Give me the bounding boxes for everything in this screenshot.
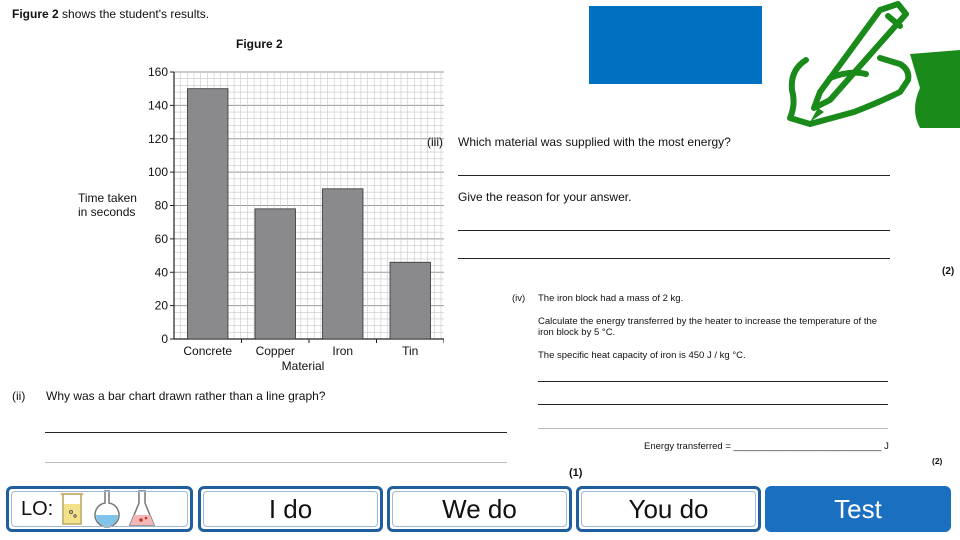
q-ii-number: (ii) bbox=[12, 389, 26, 403]
bar-copper bbox=[255, 209, 296, 339]
bar-iron bbox=[323, 189, 364, 339]
q-iv-line2: Calculate the energy transferred by the heater to increase the temperature of the bbox=[538, 316, 878, 327]
i-do-button[interactable] bbox=[198, 486, 383, 532]
bar-tin bbox=[390, 262, 431, 339]
q-ii-marks: (1) bbox=[569, 467, 583, 479]
x-tick-label-copper: Copper bbox=[255, 344, 295, 358]
q-iv-line3: iron block by 5 °C. bbox=[538, 327, 616, 338]
intro-rest: shows the student's results. bbox=[58, 7, 210, 21]
q-iv-answer-line-1[interactable] bbox=[538, 381, 888, 382]
you-do-button[interactable] bbox=[576, 486, 761, 532]
q-iv-line4: The specific heat capacity of iron is 450 J / kg °C. bbox=[538, 350, 746, 361]
y-tick-label: 80 bbox=[154, 198, 168, 213]
blue-placeholder-box bbox=[589, 6, 762, 84]
x-axis-label: Material bbox=[281, 359, 325, 372]
q-iv-number: (iv) bbox=[512, 293, 526, 304]
lo-label: LO: bbox=[21, 497, 54, 520]
y-axis-label-line1: Time taken bbox=[78, 191, 137, 205]
y-axis-label-line2: in seconds bbox=[78, 205, 136, 219]
y-tick-label: 160 bbox=[147, 65, 168, 79]
bar-chart bbox=[74, 62, 444, 372]
q-iv-answer-line-3[interactable] bbox=[538, 428, 888, 429]
q-ii-answer-line-2[interactable] bbox=[45, 462, 507, 463]
q-iv-marks: (2) bbox=[932, 456, 943, 466]
x-tick-label-tin: Tin bbox=[402, 344, 419, 358]
q-iii-number: (iii) bbox=[427, 135, 443, 149]
bar-concrete bbox=[188, 89, 229, 339]
q-iii-prompt: Give the reason for your answer. bbox=[458, 190, 632, 204]
lo-box[interactable] bbox=[6, 486, 193, 532]
q-iii-marks: (2) bbox=[942, 266, 955, 277]
q-iii-answer-line-2[interactable] bbox=[458, 230, 890, 231]
q-iv-line1: The iron block had a mass of 2 kg. bbox=[538, 293, 684, 304]
i-do-label: I do bbox=[268, 493, 313, 524]
intro-text bbox=[12, 7, 209, 21]
q-iv-answer-line-2[interactable] bbox=[538, 404, 888, 405]
test-button[interactable] bbox=[765, 486, 951, 532]
y-tick-label: 0 bbox=[161, 332, 168, 346]
y-tick-label: 60 bbox=[154, 231, 168, 246]
y-tick-label: 100 bbox=[147, 165, 168, 180]
figure-ref: Figure 2 bbox=[12, 7, 59, 21]
we-do-label: We do bbox=[442, 493, 517, 524]
you-do-label: You do bbox=[628, 493, 709, 524]
q-iii-answer-line-3[interactable] bbox=[458, 258, 890, 259]
x-tick-label-concrete: Concrete bbox=[183, 344, 233, 358]
q-iii-question: Which material was supplied with the most energy? bbox=[458, 135, 731, 149]
y-tick-label: 140 bbox=[147, 98, 168, 113]
q-iii-answer-line-1[interactable] bbox=[458, 175, 890, 176]
q-ii-answer-line-1[interactable] bbox=[45, 432, 507, 433]
q-ii-question: Why was a bar chart drawn rather than a line graph? bbox=[46, 389, 326, 403]
y-tick-label: 40 bbox=[154, 265, 168, 280]
y-tick-label: 120 bbox=[147, 131, 168, 146]
y-tick-label: 20 bbox=[154, 298, 168, 313]
q-iv-answer-label: Energy transferred = ____________________________ J bbox=[644, 441, 889, 452]
test-label: Test bbox=[834, 493, 882, 524]
x-tick-label-iron: Iron bbox=[332, 344, 354, 358]
we-do-button[interactable] bbox=[387, 486, 572, 532]
figure-title: Figure 2 bbox=[236, 37, 283, 51]
pencil-hand-icon bbox=[770, 0, 960, 130]
